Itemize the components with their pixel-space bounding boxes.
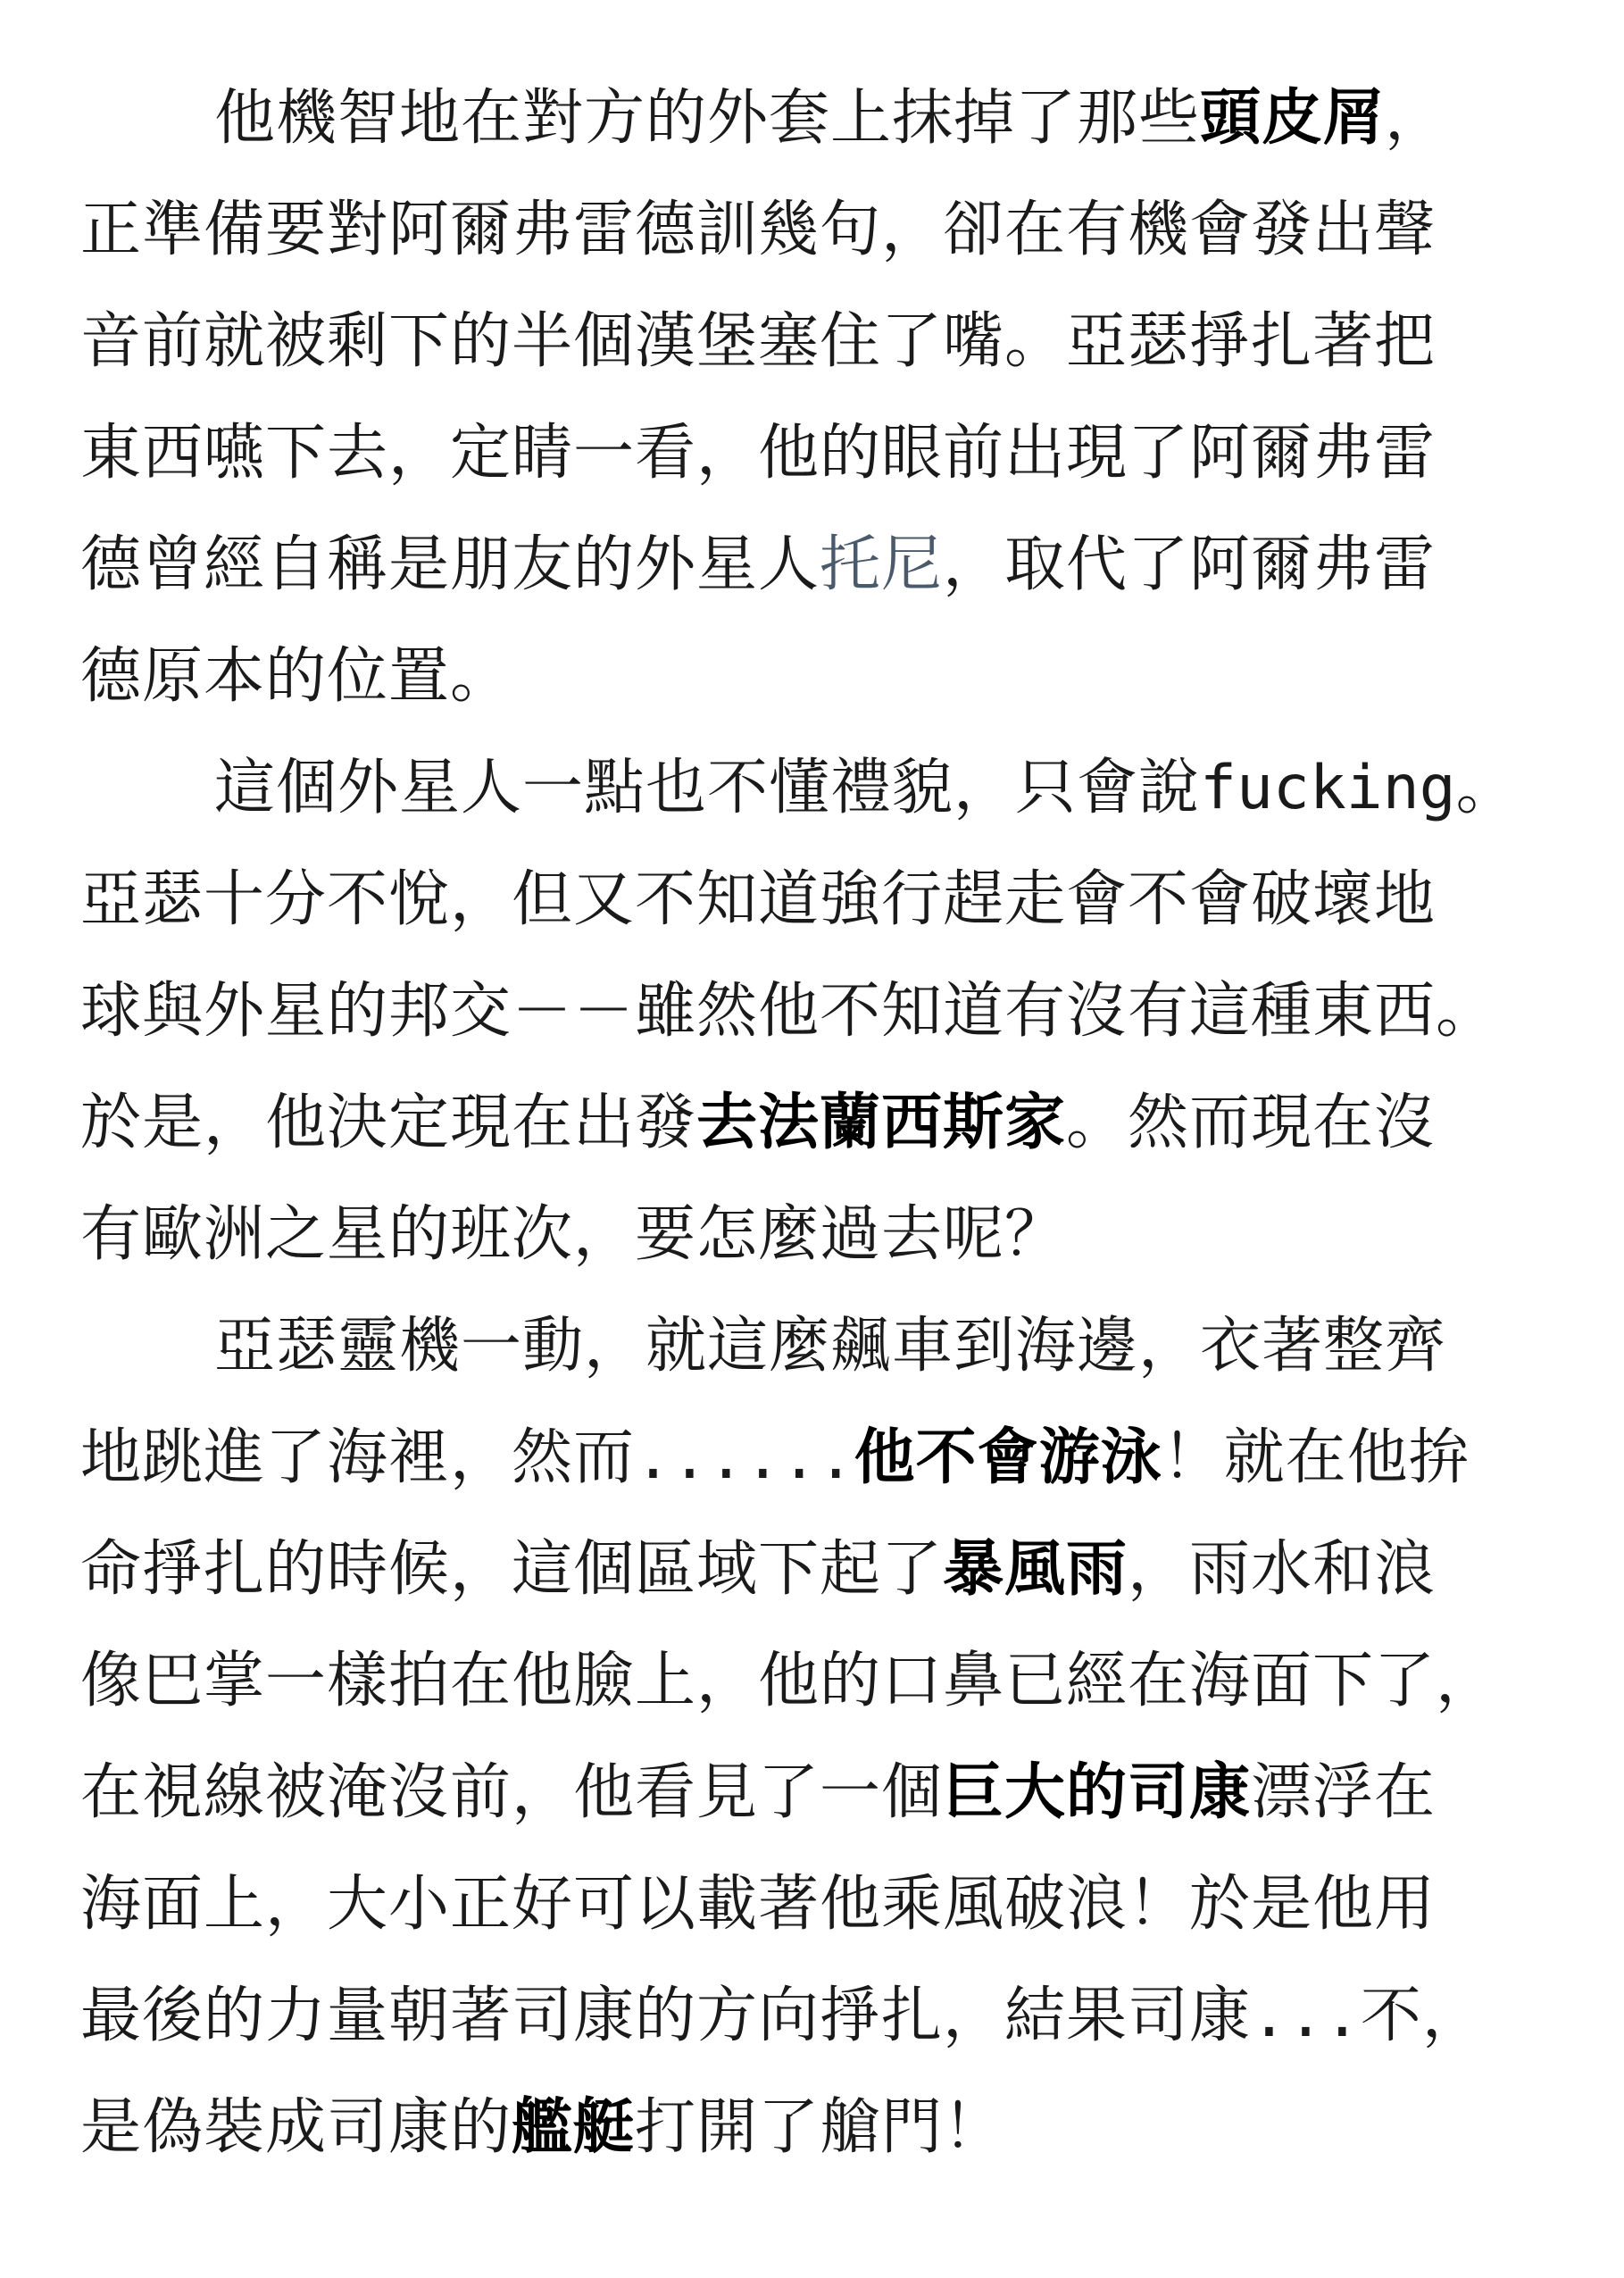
text-run: 地跳進了海裡，然而 xyxy=(80,1423,636,1493)
text-line xyxy=(80,732,1598,844)
text-run: 德原本的位置。 xyxy=(80,641,512,712)
text-run: 。然而現在沒 xyxy=(1066,1088,1437,1158)
emphasis-text: 暴風雨 xyxy=(943,1534,1128,1605)
text-line xyxy=(80,844,1598,955)
emphasis-text: 他不會游泳 xyxy=(854,1423,1162,1493)
text-run: 不， xyxy=(1360,1981,1484,2051)
emphasis-text: 艦艇 xyxy=(512,2092,636,2163)
text-line xyxy=(80,63,1598,174)
text-line xyxy=(80,286,1598,397)
text-run: 打開了艙門！ xyxy=(635,2092,1005,2163)
text-line xyxy=(80,1737,1598,1848)
text-run: 亞瑟十分不悅，但又不知道強行趕走會不會破壞地 xyxy=(80,864,1437,935)
text-run: 正準備要對阿爾弗雷德訓幾句，卻在有機會發出聲 xyxy=(80,195,1437,265)
text-line xyxy=(80,1290,1598,1402)
text-run: 有歐洲之星的班次，要怎麼過去呢？ xyxy=(80,1199,1067,1270)
text-run: 是偽裝成司康的 xyxy=(80,2092,512,2163)
text-run: 命掙扎的時候，這個區域下起了 xyxy=(80,1534,944,1605)
text-run: 海面上，大小正好可以載著他乘風破浪！於是他用 xyxy=(80,1869,1437,1940)
text-line xyxy=(80,397,1598,509)
text-run: ，取代了阿爾弗雷 xyxy=(943,530,1437,600)
text-run: 於是，他決定現在出發 xyxy=(80,1088,697,1158)
text-run: 漂浮在 xyxy=(1251,1757,1437,1828)
emphasis-text: 巨大的司康 xyxy=(943,1757,1252,1828)
text-run: ， xyxy=(1385,83,1447,154)
text-line xyxy=(80,1848,1598,1960)
text-line xyxy=(80,1402,1598,1514)
text-run: ，雨水和浪 xyxy=(1128,1534,1437,1605)
text-line xyxy=(80,509,1598,621)
text-run: 這個外星人一點也不懂禮貌，只會說 xyxy=(214,753,1201,823)
text-line xyxy=(80,1960,1598,2072)
text-line xyxy=(80,1625,1598,1737)
emphasis-text: 去法蘭西斯家 xyxy=(696,1088,1067,1158)
text-run: 亞瑟靈機一動，就這麼飆車到海邊，衣著整齊 xyxy=(214,1311,1447,1381)
text-line xyxy=(80,1179,1598,1290)
text-run: 東西嚥下去，定睛一看，他的眼前出現了阿爾弗雷 xyxy=(80,418,1437,488)
text-line xyxy=(80,1067,1598,1179)
text-line xyxy=(80,955,1598,1067)
text-run: 德曾經自稱是朋友的外星人 xyxy=(80,530,820,600)
text-line xyxy=(80,174,1598,286)
text-run: 音前就被剩下的半個漢堡塞住了嘴。亞瑟掙扎著把 xyxy=(80,306,1437,377)
latin-word: fucking xyxy=(1200,753,1456,823)
text-line xyxy=(80,1514,1598,1625)
text-run: 像巴掌一樣拍在他臉上，他的口鼻已經在海面下了， xyxy=(80,1646,1498,1716)
text-run: 球與外星的邦交－－雖然他不知道有沒有這種東西。 xyxy=(80,976,1498,1047)
text-run: 他機智地在對方的外套上抹掉了那些 xyxy=(214,83,1201,154)
story-text xyxy=(80,63,1598,2183)
text-run: 在視線被淹沒前，他看見了一個 xyxy=(80,1757,944,1828)
ellipsis: ... xyxy=(1251,1981,1361,2051)
text-run: 最後的力量朝著司康的方向掙扎，結果司康 xyxy=(80,1981,1252,2051)
tony-link[interactable]: 托尼 xyxy=(820,530,944,600)
text-line xyxy=(80,2072,1598,2183)
text-run: ！就在他拚 xyxy=(1162,1423,1470,1493)
emphasis-text: 頭皮屑 xyxy=(1200,83,1386,154)
text-line xyxy=(80,621,1598,732)
text-run: 。 xyxy=(1455,753,1518,823)
ellipsis: ...... xyxy=(635,1423,854,1493)
